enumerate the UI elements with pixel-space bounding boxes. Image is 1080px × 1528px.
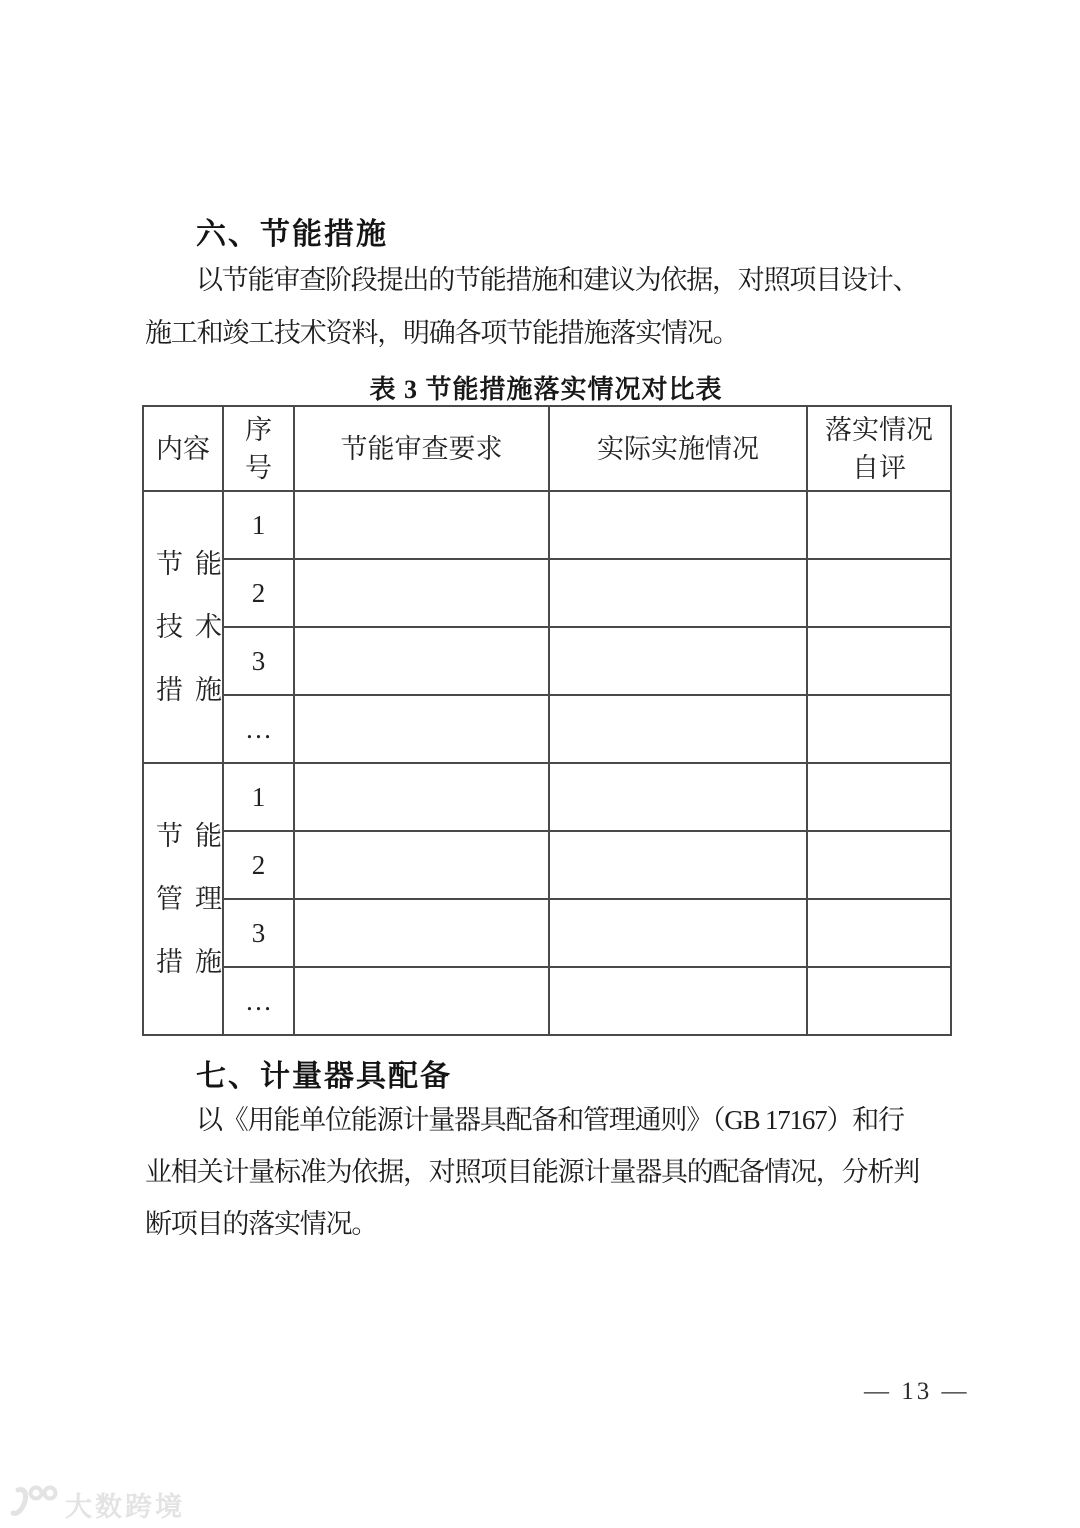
- header-cell-actual-implementation: [549, 406, 807, 491]
- empty-cell: [807, 967, 951, 1035]
- comparison-table: [142, 405, 952, 1036]
- header-cell-self-evaluation: [807, 406, 951, 491]
- group-label-management-measures: [143, 763, 234, 1035]
- empty-cell: [807, 491, 951, 559]
- table-row: [143, 967, 951, 1035]
- empty-cell: [549, 491, 807, 559]
- brand-logo-icon: [8, 1484, 58, 1525]
- section-7-paragraph-line-3: 断项目的落实情况。: [145, 1209, 378, 1239]
- header-label: 序: [245, 414, 272, 445]
- group-label-line: 节能: [156, 548, 234, 579]
- empty-cell: [294, 695, 549, 763]
- row-number-cell: 2: [223, 559, 294, 627]
- table-title: 表 3 节能措施落实情况对比表: [369, 375, 723, 404]
- header-cell-review-requirement: [294, 406, 549, 491]
- section-6-paragraph-line-2: 施工和竣工技术资料，明确各项节能措施落实情况。: [145, 318, 739, 348]
- empty-cell: [294, 967, 549, 1035]
- empty-cell: [549, 831, 807, 899]
- group-label-line: 技术: [156, 611, 234, 642]
- empty-cell: [807, 627, 951, 695]
- section-6-paragraph-line-1: 以节能审查阶段提出的节能措施和建议为依据，对照项目设计、: [196, 265, 919, 295]
- section-6-heading: 六、节能措施: [196, 218, 388, 251]
- table-header-row: [143, 406, 951, 491]
- empty-cell: [294, 899, 549, 967]
- table-row: [143, 695, 951, 763]
- empty-cell: [549, 627, 807, 695]
- group-label-technical-measures: [143, 491, 234, 763]
- table-row: [143, 899, 951, 967]
- empty-cell: [549, 967, 807, 1035]
- empty-cell: [549, 695, 807, 763]
- row-number-cell: …: [223, 967, 294, 1035]
- empty-cell: [294, 831, 549, 899]
- group-label-line: 措施: [156, 674, 234, 705]
- table-row: [143, 559, 951, 627]
- table-row: [143, 491, 951, 559]
- table-row: [143, 763, 951, 831]
- row-number-cell: 1: [223, 763, 294, 831]
- row-number-cell: 2: [223, 831, 294, 899]
- group-label-line: 节能: [156, 820, 234, 851]
- empty-cell: [294, 763, 549, 831]
- page-number: — 13 —: [864, 1378, 970, 1405]
- row-number-cell: 3: [223, 627, 294, 695]
- header-cell-index: [223, 406, 294, 491]
- header-label: 号: [245, 452, 272, 483]
- table-row: [143, 831, 951, 899]
- section-7-paragraph-line-2: 业相关计量标准为依据，对照项目能源计量器具的配备情况，分析判: [145, 1157, 919, 1187]
- row-number-cell: …: [223, 695, 294, 763]
- row-number-cell: 1: [223, 491, 294, 559]
- empty-cell: [549, 559, 807, 627]
- brand-name: 大数跨境: [65, 1492, 185, 1522]
- header-label: 内容: [156, 433, 210, 464]
- empty-cell: [549, 899, 807, 967]
- table-row: [143, 627, 951, 695]
- empty-cell: [294, 491, 549, 559]
- empty-cell: [294, 627, 549, 695]
- empty-cell: [807, 695, 951, 763]
- section-7-heading: 七、计量器具配备: [196, 1060, 452, 1093]
- empty-cell: [807, 831, 951, 899]
- header-label: 节能审查要求: [340, 433, 503, 464]
- empty-cell: [549, 763, 807, 831]
- row-number-cell: 3: [223, 899, 294, 967]
- watermark: [8, 1484, 185, 1525]
- empty-cell: [807, 899, 951, 967]
- header-label: 自评: [852, 452, 906, 483]
- header-label: 实际实施情况: [597, 433, 759, 464]
- section-7-paragraph-line-1: 以《用能单位能源计量器具配备和管理通则》（GB 17167）和行: [196, 1105, 904, 1135]
- header-cell-content: [143, 406, 223, 491]
- empty-cell: [294, 559, 549, 627]
- empty-cell: [807, 559, 951, 627]
- group-label-line: 措施: [156, 946, 234, 977]
- header-label: 落实情况: [825, 414, 933, 445]
- group-label-line: 管理: [156, 883, 234, 914]
- empty-cell: [807, 763, 951, 831]
